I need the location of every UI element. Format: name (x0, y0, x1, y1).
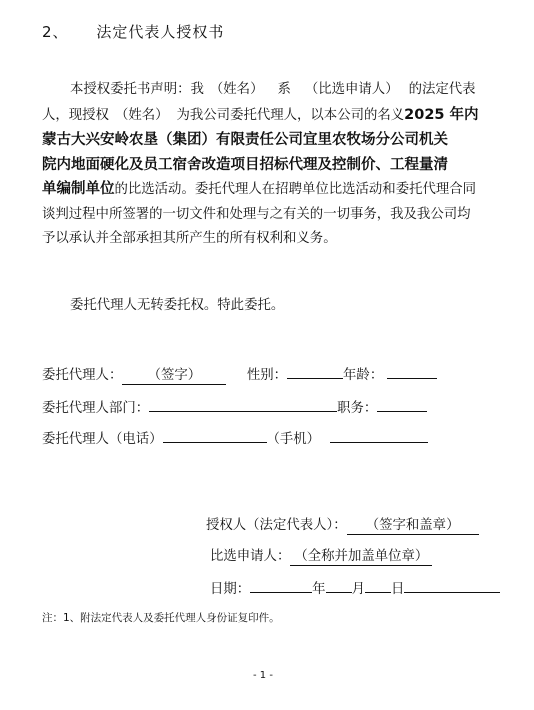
declaration-line-2 (42, 103, 502, 129)
text: 人，现授权 (42, 107, 109, 123)
project-name-part: 单编制单位 (42, 181, 115, 197)
section-number: 2、 (42, 23, 69, 41)
declaration-line-7: 予以承认并全部承担其所产生的所有权利和义务。 (42, 231, 337, 246)
text: 为我公司委托代理人，以本公司的名义 (176, 107, 405, 123)
applicant-label: 比选申请人： (210, 549, 291, 564)
date-extra-field[interactable] (404, 576, 500, 593)
no-subdelegation-paragraph (42, 294, 530, 319)
name-placeholder: （姓名） (209, 82, 264, 97)
authorizer-signature-field[interactable]: （签字和盖章） (347, 518, 479, 535)
phone-row (42, 426, 428, 447)
text: 委托代理人无转委托权。特此委托。 (70, 298, 285, 313)
applicant-row (210, 545, 432, 566)
position-field[interactable] (377, 395, 427, 412)
declaration-line-6: 谈判过程中所签署的一切文件和处理与之有关的一切事务，我及我公司均 (42, 206, 471, 222)
department-label: 委托代理人部门： (42, 401, 150, 416)
text: 的比选活动。委托代理人在招聘单位比选活动和委托代理合同 (114, 182, 477, 197)
declaration-line-5 (42, 177, 502, 203)
mobile-label: （手机） (266, 432, 321, 447)
name-placeholder: （姓名） (114, 107, 169, 123)
footnote: 注：1、附法定代表人及委托代理人身份证复印件。 (42, 612, 280, 624)
authorizer-label: 授权人（法定代表人）： (206, 518, 347, 533)
declaration-line-1 (42, 78, 502, 103)
age-field[interactable] (387, 362, 437, 379)
department-field[interactable] (149, 395, 337, 412)
applicant-placeholder: （比选申请人） (304, 82, 399, 97)
phone-field[interactable] (163, 426, 267, 443)
section-title: 法定代表人授权书 (96, 23, 225, 41)
text: 本授权委托书声明：我 (70, 82, 204, 97)
date-row (210, 576, 500, 597)
text: 的法定代表 (408, 82, 476, 97)
section-heading (42, 21, 224, 42)
day-field[interactable] (365, 576, 391, 593)
year-label: 年 (312, 582, 326, 597)
declaration-line-4: 院内地面硬化及员工宿舍改造项目招标代理及控制价、工程量清 (42, 156, 448, 173)
agent-label: 委托代理人： (42, 368, 123, 383)
date-label: 日期： (210, 582, 251, 597)
mobile-field[interactable] (330, 426, 428, 443)
agent-row (42, 362, 437, 385)
month-field[interactable] (326, 576, 352, 593)
age-label: 年龄： (343, 368, 384, 383)
year-field[interactable] (250, 576, 312, 593)
agent-signature-field[interactable]: （签字） (122, 368, 226, 385)
project-name-part: 2025 年内 (404, 106, 479, 123)
declaration-paragraph (42, 78, 502, 252)
phone-label: 委托代理人（电话） (42, 432, 163, 447)
gender-label: 性别： (246, 368, 288, 383)
day-label: 日 (390, 582, 405, 597)
text: 系 (277, 82, 291, 97)
department-row (42, 395, 427, 416)
gender-field[interactable] (287, 362, 343, 379)
applicant-seal-field[interactable]: （全称并加盖单位章） (290, 549, 432, 566)
page-number: - 1 - (253, 670, 273, 681)
authorizer-row (206, 514, 479, 535)
month-label: 月 (351, 582, 365, 597)
declaration-line-3: 蒙古大兴安岭农垦（集团）有限责任公司宜里农牧场分公司机关 (42, 132, 448, 148)
position-label: 职务： (337, 401, 378, 416)
